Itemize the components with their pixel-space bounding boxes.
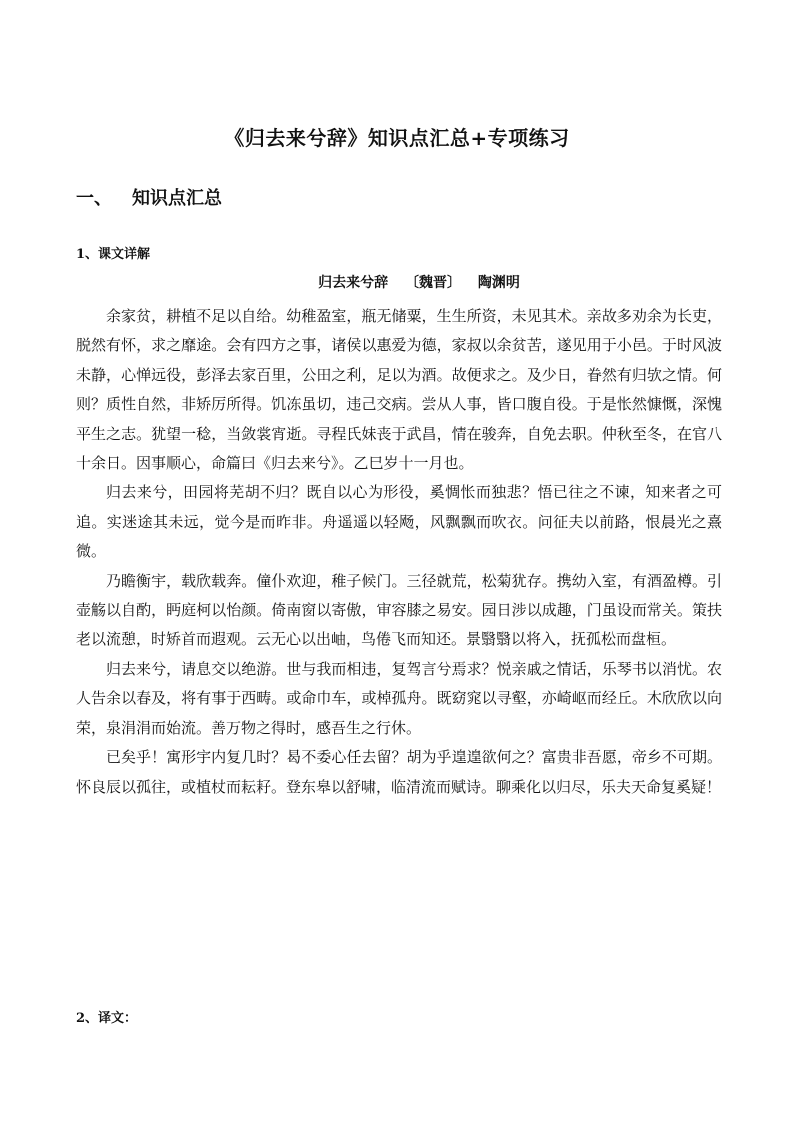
section-title: 知识点汇总 [132, 188, 222, 209]
section-number: 一、 [76, 188, 112, 209]
paragraph: 归去来兮，请息交以绝游。世与我而相违，复驾言兮焉求？悦亲戚之情话，乐琴书以消忧。农人告余以春及，将有事于西畴。或命巾车，或棹孤舟。既窈窕以寻壑，亦崎岖而经丘。木欣欣以向荣，泉涓涓而始流。善万物之得时，感吾生之行休。 [76, 659, 722, 737]
paragraph-preface: 余家贫，耕植不足以自给。幼稚盈室，瓶无储粟，生生所资，未见其术。亲故多劝余为长吏，脱然有怀，求之靡途。会有四方之事，诸侯以惠爱为德，家叔以余贫苦，遂见用于小邑。于时风波未静，心惮远役，彭泽去家百里，公田之利，足以为酒。故便求之。及少日，眷然有归欤之情。何则？质性自然，非矫厉所得。饥冻虽切，违己交病。尝从人事，皆口腹自役。于是怅然慷慨，深愧平生之志。犹望一稔，当敛裳宵逝。寻程氏妹丧于武昌，情在骏奔，自免去职。仲秋至冬，在官八十余日。因事顺心，命篇曰《归去来兮》。乙巳岁十一月也。 [76, 307, 722, 473]
poem-title: 归去来兮辞 [318, 275, 389, 291]
subsection-heading-text-explanation: 1、课文详解 [76, 247, 151, 262]
poem-author: 陶渊明 [477, 275, 520, 291]
paragraph: 归去来兮，田园将芜胡不归？既自以心为形役，奚惆怅而独悲？悟已往之不谏，知来者之可追。实迷途其未远，觉今是而昨非。舟遥遥以轻飏，风飘飘而吹衣。问征夫以前路，恨晨光之熹微。 [76, 483, 722, 561]
paragraph: 已矣乎！寓形宇内复几时？曷不委心任去留？胡为乎遑遑欲何之？富贵非吾愿，帝乡不可期。怀良辰以孤往，或植杖而耘耔。登东皋以舒啸，临清流而赋诗。聊乘化以归尽，乐夫天命复奚疑！ [76, 748, 722, 796]
document-title: 《归去来兮辞》知识点汇总+专项练习 [224, 126, 570, 150]
poem-dynasty: 〔魏晋〕 [405, 275, 461, 291]
subsection-heading-translation: 2、译文： [76, 1011, 138, 1026]
section-heading [76, 184, 222, 210]
poem-body [76, 302, 722, 802]
poem-header [0, 272, 794, 292]
paragraph: 乃瞻衡宇，载欣载奔。僮仆欢迎，稚子候门。三径就荒，松菊犹存。携幼入室，有酒盈樽。引壶觞以自酌，眄庭柯以怡颜。倚南窗以寄傲，审容膝之易安。园日涉以成趣，门虽设而常关。策扶老以流憩，时矫首而遐观。云无心以出岫，鸟倦飞而知还。景翳翳以将入，抚孤松而盘桓。 [76, 571, 722, 649]
